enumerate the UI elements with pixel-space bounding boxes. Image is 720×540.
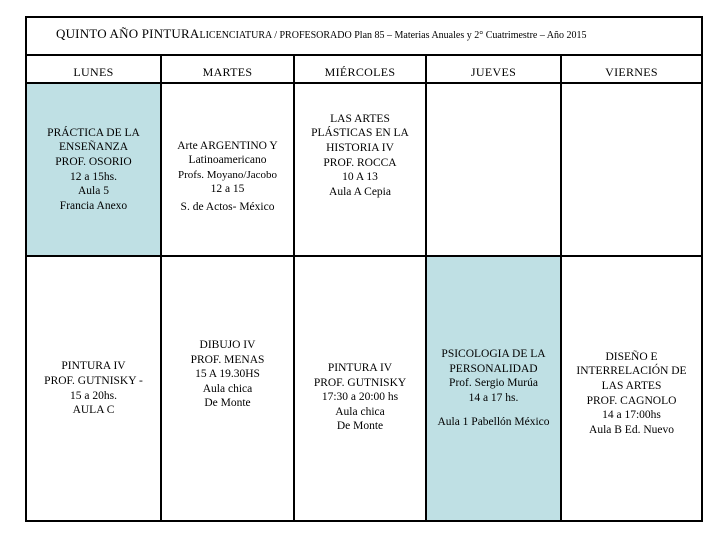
cell-line: AULA C (72, 404, 115, 417)
cell-line: DIBUJO IV (199, 339, 256, 352)
cell-martes-row1 (162, 84, 293, 255)
day-header-miercoles: MIÉRCOLES (324, 65, 396, 79)
cell-line: PROF. GUTNISKY - (44, 374, 143, 387)
cell-line: 12 a 15 (210, 183, 245, 196)
cell-line: PROF. CAGNOLO (586, 394, 677, 407)
title-sub: LICENCIATURA / PROFESORADO Plan 85 – Materias Anuales y 2° Cuatrimestre – Año 2015 (199, 30, 587, 41)
cell-line: De Monte (204, 397, 251, 410)
cell-martes-row2 (162, 257, 293, 520)
cell-line: Arte ARGENTINO Y (177, 139, 278, 152)
cell-line: PRÁCTICA DE LA (47, 126, 140, 139)
cell-jueves-row2 (427, 257, 560, 520)
grid-line (701, 16, 703, 522)
cell-line: INTERRELACIÓN DE (576, 365, 687, 378)
cell-viernes-row2 (562, 257, 701, 520)
grid-line (25, 54, 703, 56)
cell-lunes-row1 (27, 84, 160, 255)
cell-line: LAS ARTES (601, 379, 662, 392)
cell-line: Aula chica (335, 405, 385, 418)
cell-line: 12 a 15hs. (70, 170, 117, 183)
cell-miercoles-row1 (295, 84, 425, 255)
day-header-viernes: VIERNES (605, 65, 658, 79)
cell-line: PLÁSTICAS EN LA (311, 127, 409, 140)
cell-line: Aula 5 (78, 185, 109, 198)
schedule-table (25, 16, 703, 522)
cell-line: PROF. MENAS (190, 353, 265, 366)
cell-line: PROF. OSORIO (55, 155, 132, 168)
cell-line: De Monte (336, 420, 384, 433)
title-main: QUINTO AÑO PINTURA (56, 26, 200, 41)
day-header-lunes: LUNES (73, 65, 114, 79)
cell-line: PERSONALIDAD (449, 362, 538, 375)
page-title (56, 26, 587, 44)
cell-line: 17:30 a 20:00 hs (321, 391, 399, 404)
cell-line: S. de Actos- México (180, 200, 275, 213)
day-header-jueves: JUEVES (470, 65, 517, 79)
cell-line: Prof. Sergio Murúa (449, 377, 538, 390)
cell-line: Francia Anexo (59, 199, 128, 212)
cell-line: HISTORIA IV (326, 141, 394, 154)
cell-line: 10 A 13 (342, 171, 378, 184)
cell-line: PROF. GUTNISKY (313, 376, 407, 389)
cell-line: Aula A Cepia (329, 185, 391, 198)
cell-viernes-row1 (562, 84, 701, 255)
cell-line: ENSEÑANZA (59, 141, 128, 154)
cell-line: LAS ARTES (330, 112, 390, 125)
cell-line: 15 a 20hs. (70, 389, 117, 402)
cell-miercoles-row2 (295, 257, 425, 520)
cell-line: 14 a 17 hs. (468, 391, 519, 404)
cell-line: 14 a 17:00hs (602, 409, 661, 422)
cell-line: PROF. ROCCA (323, 156, 397, 169)
cell-line: Aula B Ed. Nuevo (589, 423, 674, 436)
cell-line: PSICOLOGIA DE LA (441, 348, 546, 361)
cell-line: Latinoamericano (188, 154, 267, 167)
cell-line: Profs. Moyano/Jacobo (178, 168, 277, 181)
cell-line: DISEÑO E (605, 350, 658, 363)
cell-line: PINTURA IV (61, 360, 126, 373)
cell-jueves-row1 (427, 84, 560, 255)
grid-line (25, 520, 703, 522)
cell-lunes-row2 (27, 257, 160, 520)
cell-line: Aula chica (202, 382, 253, 395)
cell-line: Aula 1 Pabellón México (437, 416, 550, 429)
day-header-martes: MARTES (202, 65, 253, 79)
cell-line: 15 A 19.30HS (195, 368, 260, 381)
grid-line (25, 16, 703, 18)
cell-line: PINTURA IV (327, 362, 393, 375)
